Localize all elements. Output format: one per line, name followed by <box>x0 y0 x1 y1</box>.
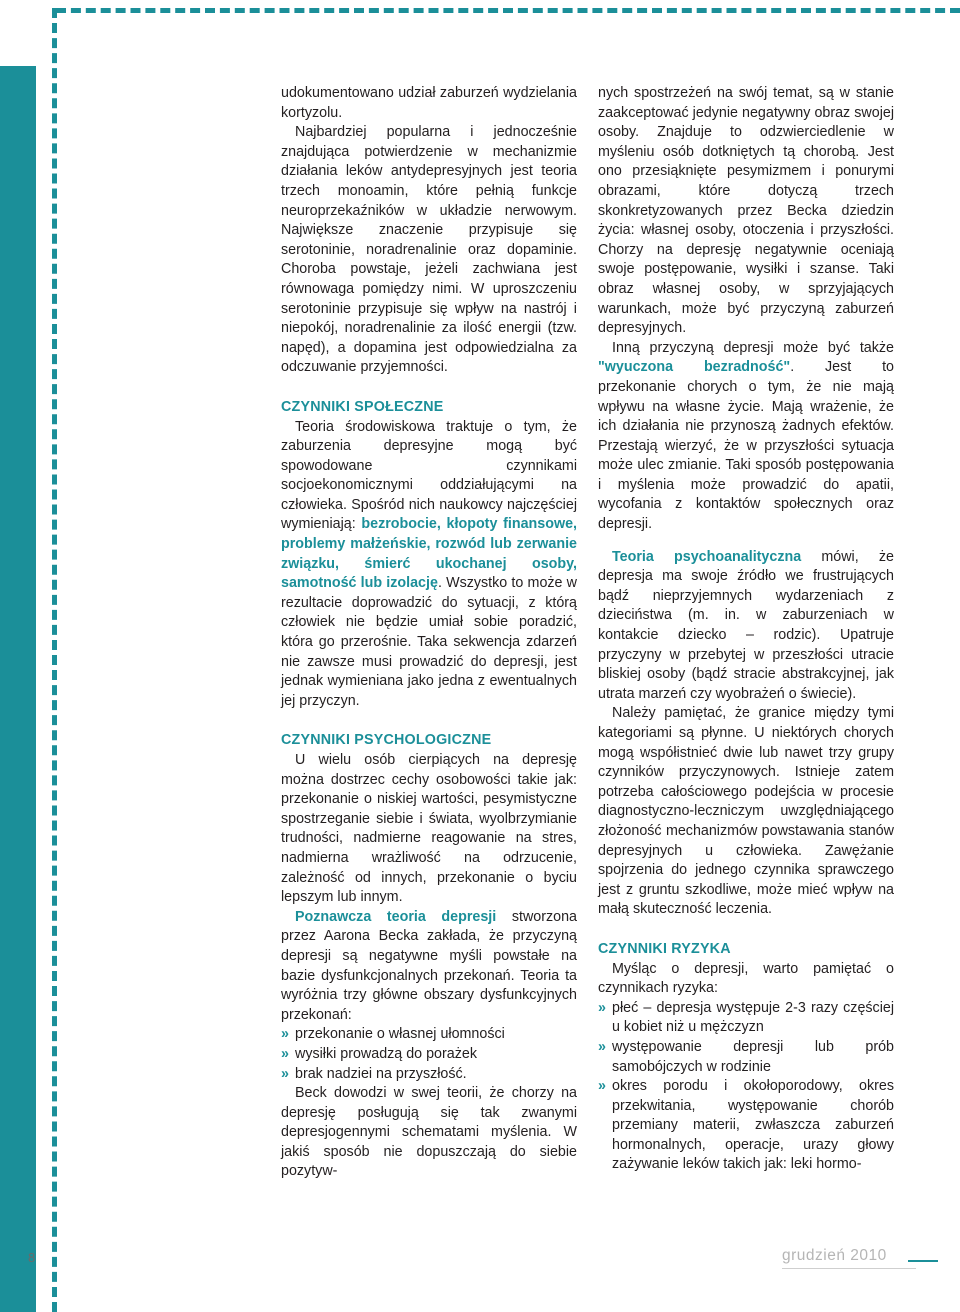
bullet-chevron-icon: » <box>281 1026 289 1043</box>
social-highlight: bezrobocie, kłopoty finansowe, problemy małżeńskie, rozwód lub zerwanie związku, śmierć ukochanej osoby, samotność lub izolację <box>281 516 577 592</box>
psychoanalytic-text: mówi, że depresja ma swoje źródło we frustrujących bądź nieprzyjemnych wydarzeniach z dzieciństwa (m. in. w zaburzeniach w kontakcie dziecko – rodzic). Upatruje przyczyny w przebytej w przeszłości utracie bliskiej osoby (bądź stracie abstrakcyjnej, jak utrata marzeń czy wyobrażeń o świecie). <box>598 548 894 702</box>
paragraph-psychoanalytic-theory <box>598 548 894 705</box>
bullet-chevron-icon: » <box>281 1045 289 1062</box>
list-item: » okres porodu i okołoporodowy, okres przekwitania, występowanie chorób przemiany materii, zwłaszcza zaburzeń hormonalnych, operacje, urazy głowy zażywanie leków takich jak: leki hormo- <box>598 1078 894 1173</box>
bullet-chevron-icon: » <box>598 1078 606 1095</box>
paragraph-risk-intro: Myśląc o depresji, warto pamiętać o czynnikach ryzyka: <box>598 960 894 997</box>
issue-date: grudzień 2010 <box>782 1247 887 1264</box>
page-number: 8 <box>28 1250 36 1265</box>
list-item: » płeć – depresja występuje 2-3 razy częściej u kobiet niż u mężczyzn <box>598 999 894 1036</box>
paragraph-learned-helplessness <box>598 339 894 535</box>
social-text-b: . Wszystko to może w rezultacie doprowadzić do sytuacji, z którą człowiek nie będzie umiał sobie poradzić, która go przerośnie. Taka sekwencja zdarzeń nie zawsze musi prowadzić do depresji, jest jednak wymieniana jako jedna z ewentualnych jej przyczyn. <box>281 575 577 709</box>
beck-theory-highlight: Poznawcza teoria depresji <box>295 908 497 925</box>
heading-psychological-factors: CZYNNIKI PSYCHOLOGICZNE <box>281 732 492 749</box>
bullet-chevron-icon: » <box>598 1038 606 1055</box>
bullet-chevron-icon: » <box>598 999 606 1016</box>
heading-social-factors: CZYNNIKI SPOŁECZNE <box>281 398 444 415</box>
heading-risk-factors: CZYNNIKI RYZYKA <box>598 940 731 957</box>
decorative-dashed-frame-left <box>52 8 57 1312</box>
list-item: » przekonanie o własnej ułomności <box>281 1025 577 1045</box>
list-item: » wysiłki prowadzą do porażek <box>281 1045 577 1065</box>
right-column <box>598 84 894 1175</box>
paragraph-holistic-approach: Należy pamiętać, że granice między tymi kategoriami są płynne. U niektórych chorych mogą współistnieć dwie lub nawet trzy grupy czynników przyczynowych. Istnieje zatem potrzeba całościowego podejścia w procesie diagnostyczno-leczniczym uwzględniającego złożoność mechanizmów powstawania stanów depresyjnych u człowieka. Zawężanie spojrzenia do jednego czynnika sprawczego jest z gruntu szkodliwe, może mieć wpływ na małą skuteczność leczenia. <box>598 705 894 918</box>
footer-rule <box>782 1268 916 1269</box>
paragraph-negative-self-image: nych spostrzeżeń na swój temat, są w stanie zaakceptować jedynie negatywny obraz swojej osoby. Znajduje to odzwierciedlenie w myśleniu osób dotkniętych tą chorobą. Jest ono przesiąknięte pesymizmem i ponurymi obrazami, które dotyczą trzech skonkretyzowanych przez Becka dziedzin życia: własnej osoby, otoczenia i przyszłości. Chorzy na depresję negatywnie oceniają swoje postępowanie, wysiłki i szanse. Taki obraz własnej osoby, w sprzyjających warunkach, może być przyczyną zaburzeń depresyjnych. <box>598 85 894 337</box>
social-text-a: Teoria środowiskowa traktuje o tym, że zaburzenia depresyjne mogą być spowodowane czynnikami socjoekonomicznymi oddziałującymi na człowieka. Spośród nich naukowcy najczęściej wymieniają: <box>281 418 577 533</box>
beck-beliefs-list <box>281 1025 577 1084</box>
helplessness-text-b: . Jest to przekonanie chorych o tym, że nie mają wpływu na własne życie. Mają wrażenie, że ich działania nie przynoszą żadnych efektów. Przestają wierzyć, że w przyszłości sytuacja może ulec zmianie. Taki sposób postępowania i myślenia może prowadzić do apatii, wycofania z kontaktów społecznych oraz depresji. <box>598 359 894 533</box>
helplessness-text-a: Inną przyczyną depresji może być także <box>612 339 894 356</box>
footer-accent-tick <box>908 1260 938 1262</box>
list-item: » występowanie depresji lub prób samobójczych w rodzinie <box>598 1038 894 1075</box>
paragraph-cortisol: udokumentowano udział zaburzeń wydzielania kortyzolu. <box>281 85 577 121</box>
risk-factors-list <box>598 999 894 1175</box>
left-column <box>281 84 577 1182</box>
helplessness-highlight: "wyuczona bezradność" <box>598 359 791 376</box>
decorative-dashed-frame-top <box>56 8 960 13</box>
paragraph-depressogenic-schemas: Beck dowodzi w swej teorii, że chorzy na depresję posługują się tak zwanymi depresjogennymi schematami myślenia. W jakiś sposób nie dopuszczają do siebie pozytyw- <box>281 1085 577 1180</box>
beck-theory-text: stworzona przez Aarona Becka zakłada, że przyczyną depresji są negatywne myśli powstałe na bazie dysfunkcjonalnych przekonań. Teoria ta wyróżnia trzy główne obszary dysfunkcyjnych przekonań: <box>281 908 577 1023</box>
paragraph-social-factors <box>281 418 577 712</box>
paragraph-monoamine-theory: Najbardziej popularna i jednocześnie znajdująca potwierdzenie w mechanizmie działania leków antydepresyjnych jest teoria trzech monoamin, które pełnią funkcje neuroprzekaźników w układzie nerwowym. Największe znaczenie przypisuje się serotoninie, noradrenalinie oraz dopaminie. Choroba powstaje, jeżeli zachwiana jest równowaga pomiędzy nimi. W uproszczeniu serotoninie przypisuje się wpływ na nastrój i niepokój, noradrenalinie za ilość energii (tzw. napęd), a dopamina jest odpowiedzialna za odczuwanie przyjemności. <box>281 124 577 376</box>
decorative-side-bar <box>0 66 36 1312</box>
paragraph-personality-traits: U wielu osób cierpiących na depresję można dostrzec cechy osobowości takie jak: przekonanie o niskiej wartości, pesymistyczne spostrzeganie siebie i świata, wyolbrzymianie trudności, nadmierne reagowanie na stres, nadmierna wrażliwość na odrzucenie, zależność od innych, przekonanie o byciu lepszym lub innym. <box>281 752 577 906</box>
psychoanalytic-highlight: Teoria psychoanalityczna <box>612 548 802 565</box>
list-item: » brak nadziei na przyszłość. <box>281 1065 577 1085</box>
bullet-chevron-icon: » <box>281 1065 289 1082</box>
paragraph-beck-theory <box>281 908 577 1026</box>
